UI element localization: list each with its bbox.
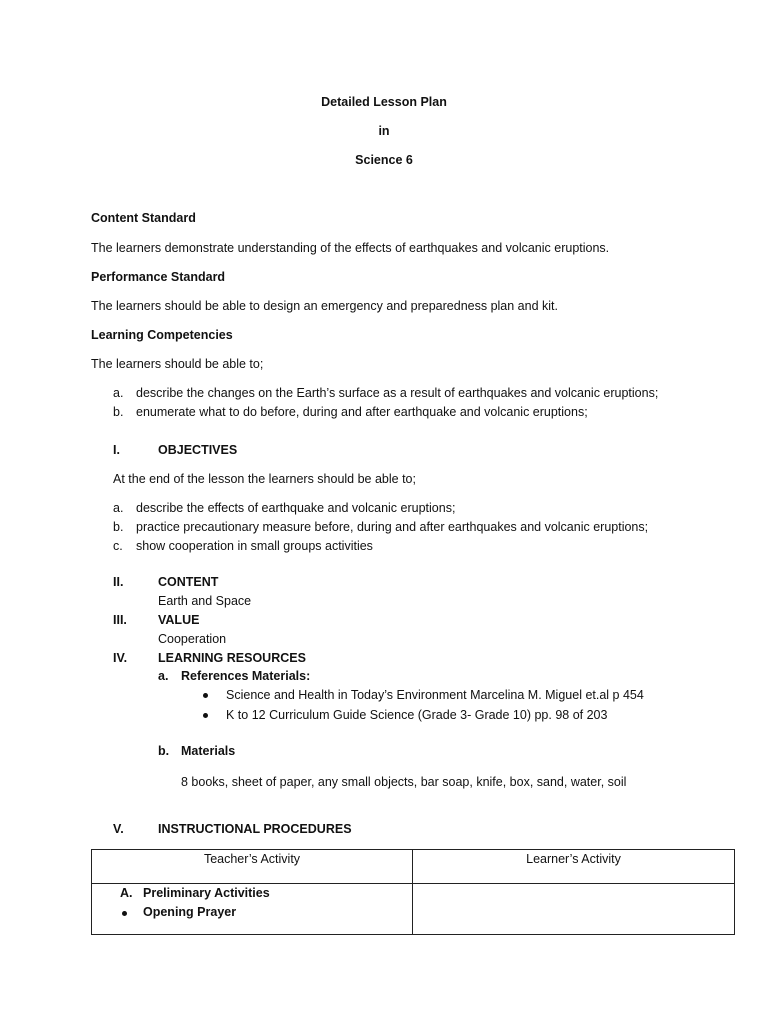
performance-standard-text: The learners should be able to design an emergency and preparedness plan and kit. [91,299,558,313]
bullet-icon [203,693,208,698]
value-heading: VALUE [158,613,200,627]
reference-item-2: K to 12 Curriculum Guide Science (Grade 3- Grade 10) pp. 98 of 203 [226,708,608,722]
performance-standard-heading: Performance Standard [91,270,226,284]
table-header-row [92,850,735,884]
title-line-2: in [378,124,390,138]
objectives-numeral: I. [113,443,120,457]
references-heading: References Materials: [181,669,311,683]
bullet-icon [203,713,208,718]
objective-marker-a: a. [113,501,124,515]
objectives-intro: At the end of the lesson the learners should be able to; [113,472,416,486]
competency-item-b: enumerate what to do before, during and after earthquake and volcanic eruptions; [136,405,588,419]
competency-marker-a: a. [113,386,124,400]
objective-item-c: show cooperation in small groups activities [136,539,373,553]
preliminary-marker: A. [120,886,133,900]
table-row [92,884,735,935]
procedures-heading: INSTRUCTIONAL PROCEDURES [158,822,352,836]
preliminary-heading: Preliminary Activities [143,886,270,900]
reference-item-1: Science and Health in Today’s Environment Marcelina M. Miguel et.al p 454 [226,688,644,702]
procedures-table [91,849,735,935]
teacher-activity-header: Teacher’s Activity [92,850,413,884]
learner-activity-header: Learner’s Activity [413,850,735,884]
content-heading: CONTENT [158,575,219,589]
bullet-icon [122,911,127,916]
value-numeral: III. [113,613,127,627]
resources-heading: LEARNING RESOURCES [158,651,306,665]
content-standard-text: The learners demonstrate understanding of the effects of earthquakes and volcanic eruptions. [91,241,610,255]
materials-heading: Materials [181,744,236,758]
learner-activity-cell [413,884,735,935]
objective-item-a: describe the effects of earthquake and volcanic eruptions; [136,501,456,515]
objective-marker-b: b. [113,520,124,534]
materials-text: 8 books, sheet of paper, any small objects, bar soap, knife, box, sand, water, soil [181,775,627,789]
competency-marker-b: b. [113,405,124,419]
content-numeral: II. [113,575,124,589]
opening-prayer: Opening Prayer [143,905,237,919]
objectives-heading: OBJECTIVES [158,443,238,457]
content-standard-heading: Content Standard [91,211,196,225]
title-line-1: Detailed Lesson Plan [321,95,447,109]
learning-competencies-heading: Learning Competencies [91,328,233,342]
resources-numeral: IV. [113,651,128,665]
materials-marker: b. [158,744,170,758]
references-marker: a. [158,669,169,683]
teacher-activity-cell [92,884,413,935]
procedures-numeral: V. [113,822,124,836]
learning-competencies-intro: The learners should be able to; [91,357,264,371]
content-text: Earth and Space [158,594,252,608]
objective-marker-c: c. [113,539,123,553]
objective-item-b: practice precautionary measure before, during and after earthquakes and volcanic eruptions; [136,520,649,534]
value-text: Cooperation [158,632,227,646]
title-line-3: Science 6 [355,153,413,167]
competency-item-a: describe the changes on the Earth’s surface as a result of earthquakes and volcanic eruptions; [136,386,659,400]
